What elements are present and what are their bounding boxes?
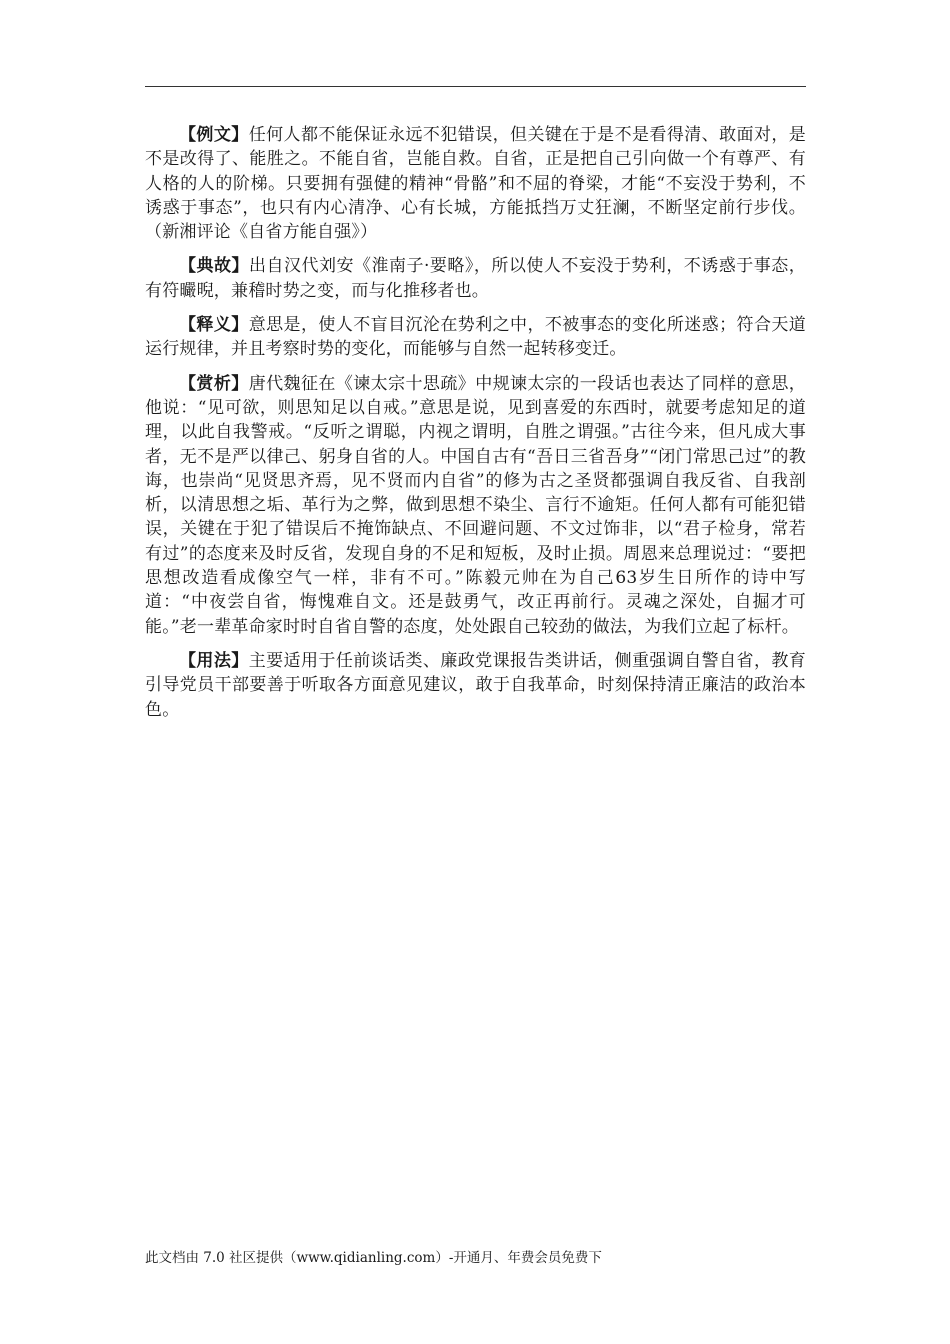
paragraph-label: 【释义】 [179,315,249,336]
paragraph-text: 出自汉代刘安《淮南子·要略》，所以使人不妄没于势利，不诱惑于事态，有符曮晲，兼稽时势之变，而与化推移者也。 [145,256,806,301]
paragraph-label: 【典故】 [179,256,249,277]
paragraph-label: 【用法】 [179,650,249,671]
header-rule [145,86,806,87]
paragraph-label: 【赏析】 [179,373,249,394]
paragraph-allusion [145,254,806,303]
paragraph-usage [145,649,806,722]
paragraph-example [145,123,806,244]
paragraph-interpretation [145,313,806,362]
paragraph-text: 任何人都不能保证永远不犯错误，但关键在于是不是看得清、敢面对，是不是改得了、能胜之。不能自省，岂能自救。自省，正是把自己引向做一个有尊严、有人格的人的阶梯。只要拥有强健的精神“骨骼”和不屈的脊梁，才能“不妄没于势利，不诱惑于事态”，也只有内心清净、心有长城，方能抵挡万丈狂澜，不断坚定前行步伐。（新湘评论《自省方能自强》） [145,125,806,243]
paragraph-text: 主要适用于任前谈话类、廉政党课报告类讲话，侧重强调自警自省，教育引导党员干部要善于听取各方面意见建议，敢于自我革命，时刻保持清正廉洁的政治本色。 [145,650,806,720]
paragraph-text: 意思是，使人不盲目沉沦在势利之中，不被事态的变化所迷惑；符合天道运行规律，并且考察时势的变化，而能够与自然一起转移变迁。 [145,315,806,360]
document-body [145,123,806,732]
page-footer: 此文档由 7.0 社区提供（www.qidianling.com）-开通月、年费会员免费下 [145,1250,602,1266]
paragraph-label: 【例文】 [179,125,249,145]
paragraph-text: 唐代魏征在《谏太宗十思疏》中规谏太宗的一段话也表达了同样的意思，他说：“见可欲，则思知足以自戒。”意思是说，见到喜爱的东西时，就要考虑知足的道理，以此自我警戒。“反听之谓聪，内视之谓明，自胜之谓强。”古往今来，但凡成大事者，无不是严以律己、躬身自省的人。中国自古有“吾日三省吾身”“闭门常思己过”的教诲，也崇尚“见贤思齐焉，见不贤而内自省”的修为古之圣贤都强调自我反省、自我剖析，以清思想之垢、革行为之弊，做到思想不染尘、言行不逾矩。任何人都有可能犯错误，关键在于犯了错误后不掩饰缺点、不回避问题、不文过饰非，以“君子检身，常若有过”的态度来及时反省，发现自身的不足和短板，及时止损。周恩来总理说过：“要把思想改造看成像空气一样，非有不可。”陈毅元帅在为自己63岁生日所作的诗中写道：“中夜尝自省，悔愧难自文。还是鼓勇气，改正再前行。灵魂之深处，自掘才可能。”老一辈革命家时时自省自警的态度，处处跟自己较劲的做法，为我们立起了标杆。 [145,373,806,637]
paragraph-appreciation [145,372,806,639]
